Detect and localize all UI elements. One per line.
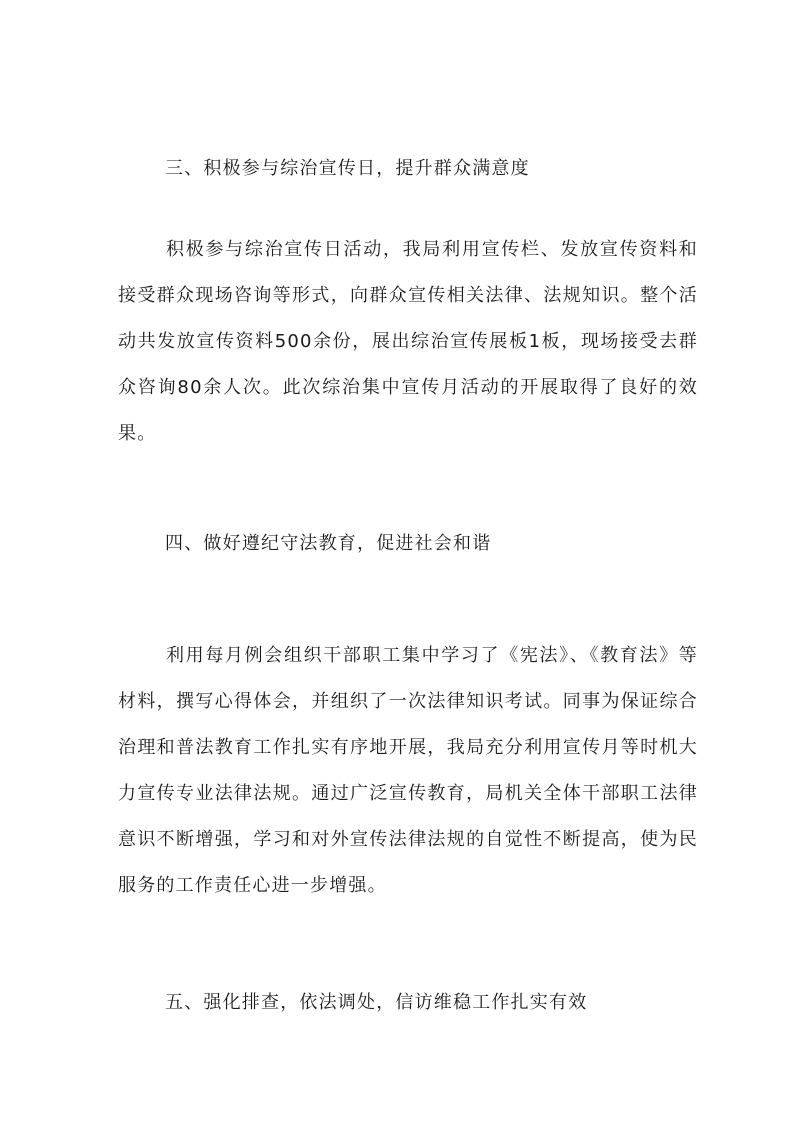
section-heading-5: 五、强化排查，依法调处，信访维稳工作扎实有效 [165,992,588,1013]
section-heading-4: 四、做好遵纪守法教育，促进社会和谐 [165,533,492,554]
paragraph-text: 积极参与综治宣传日活动，我局利用宣传栏、发放宣传资料和接受群众现场咨询等形式，向群众宣传相关法律、法规知识。整个活动共发放宣传资料500余份，展出综治宣传展板1板，现场接受去群众咨询80余人次。此次综治集中宣传月活动的开展取得了良好的效果。 [118,239,698,444]
section-heading-3: 三、积极参与综治宣传日，提升群众满意度 [165,158,530,179]
section-paragraph-4 [118,633,698,909]
paragraph-text: 利用每月例会组织干部职工集中学习了《宪法》、《教育法》等材料，撰写心得体会，并组织了一次法律知识考试。同事为保证综合治理和普法教育工作扎实有序地开展，我局充分利用宣传月等时机大力宣传专业法律法规。通过广泛宣传教育，局机关全体干部职工法律意识不断增强，学习和对外宣传法律法规的自觉性不断提高，使为民服务的工作责任心进一步增强。 [118,645,698,896]
section-paragraph-3 [118,227,698,457]
